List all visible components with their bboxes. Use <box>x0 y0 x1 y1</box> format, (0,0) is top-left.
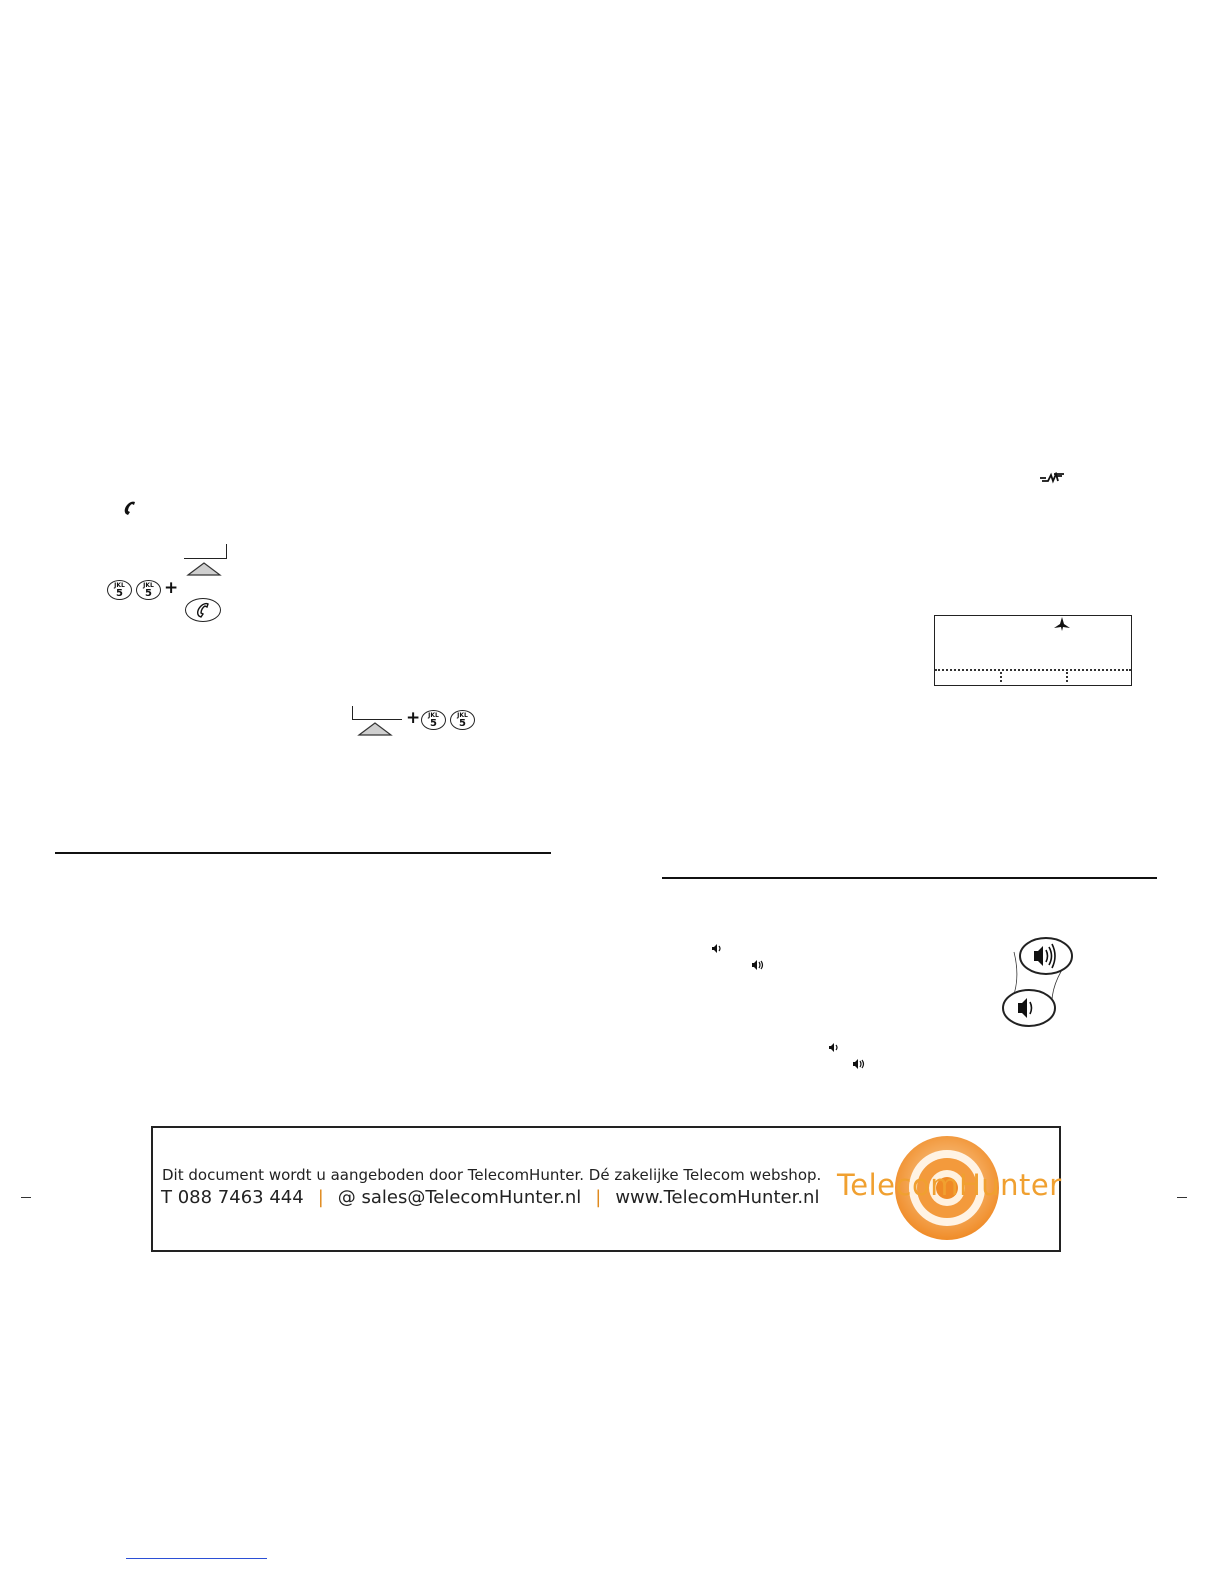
key-5-icon: JKL 5 <box>450 710 475 730</box>
banner-separator: | <box>595 1187 602 1208</box>
footer-link-underline <box>126 1558 267 1559</box>
logo-text: TelecomHunter <box>837 1168 1062 1202</box>
crop-mark <box>1177 1197 1187 1198</box>
signal-icon <box>1040 472 1064 484</box>
section-divider <box>55 852 551 854</box>
banner-email[interactable]: @ sales@TelecomHunter.nl <box>337 1187 582 1208</box>
soft-key-icon <box>186 561 222 577</box>
volume-keys-illustration <box>998 934 1078 1030</box>
banner-contact <box>161 1187 819 1209</box>
softkey-separator <box>1066 672 1068 682</box>
display-screen <box>934 615 1132 686</box>
plus-symbol: + <box>406 708 421 728</box>
soft-key-line <box>184 558 227 559</box>
crop-mark <box>21 1197 31 1198</box>
section-divider <box>662 877 1157 879</box>
banner-tagline: Dit document wordt u aangeboden door TelecomHunter. Dé zakelijke Telecom webshop. <box>162 1166 822 1184</box>
airplane-icon <box>1054 617 1070 631</box>
banner-website[interactable]: www.TelecomHunter.nl <box>615 1187 820 1208</box>
soft-key-icon <box>357 721 393 737</box>
banner-separator: | <box>317 1187 324 1208</box>
key-5-icon: JKL 5 <box>421 710 446 730</box>
volume-low-icon <box>828 1042 840 1053</box>
volume-high-icon <box>852 1057 868 1071</box>
softkey-separator <box>935 669 1131 671</box>
key-5-icon: JKL 5 <box>136 580 161 600</box>
soft-key-line <box>352 719 402 720</box>
phone-handset-icon <box>121 500 139 516</box>
soft-key-line <box>352 706 353 719</box>
plus-symbol: + <box>164 578 179 598</box>
volume-low-icon <box>711 943 723 954</box>
banner-phone: T 088 7463 444 <box>161 1187 304 1208</box>
phone-handset-icon <box>194 602 212 618</box>
call-key-icon <box>185 598 221 622</box>
volume-high-icon <box>751 958 767 972</box>
key-5-icon: JKL 5 <box>107 580 132 600</box>
telecomhunter-banner <box>151 1126 1061 1252</box>
soft-key-line <box>226 544 227 558</box>
softkey-separator <box>1000 672 1002 682</box>
